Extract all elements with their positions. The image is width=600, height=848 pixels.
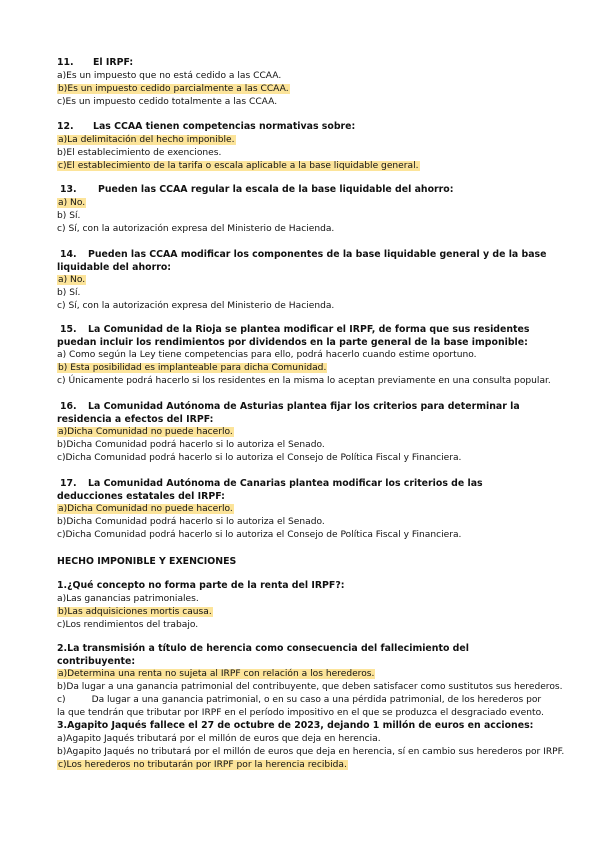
question-title: 16. La Comunidad Autónoma de Asturias plantea fijar los criterios para determinar la residencia a efectos del IRPF: [57,401,520,425]
question-s2-3 [57,720,565,772]
question-12 [57,121,547,173]
question-number: 14. [60,249,77,260]
option-c: c) Da lugar a una ganancia patrimonial, o en su caso a una pérdida patrimonial, de los herederos por la que tendrán que tributar por IRPF en el período impositivo en el que se produzca el desgraciado evento. [57,695,545,719]
section-title: HECHO IMPONIBLE Y EXENCIONES [57,556,237,567]
question-11 [57,57,547,109]
option-b: b)El establecimiento de exenciones. [57,147,222,158]
question-title: 17. La Comunidad Autónoma de Canarias plantea modificar los criterios de las deducciones estatales del IRPF: [57,478,483,502]
question-number: 2. [57,643,68,654]
option-c: c)Dicha Comunidad podrá hacerlo si lo autoriza el Consejo de Política Fiscal y Financiera. [57,530,462,541]
option-a: a)Las ganancias patrimoniales. [57,593,199,604]
option-a: a) Como según la Ley tiene competencias para ello, podrá hacerlo cuando estime oportuno. [57,350,477,361]
question-number: 3. [57,720,68,731]
question-title: 11. El IRPF: [57,57,134,68]
option-a-highlighted: a)La delimitación del hecho imponible. [58,134,235,145]
option-b-highlighted: b) Esta posibilidad es implanteable para dicha Comunidad. [58,363,327,374]
question-title: 15. La Comunidad de la Rioja se plantea modificar el IRPF, de forma que sus residentes puedan incluir los rendimientos por dividendos en la parte general de la base imponible: [57,324,530,348]
option-b: b) Sí. [57,288,81,299]
option-a-highlighted: a)Dicha Comunidad no puede hacerlo. [58,504,233,515]
option-a-highlighted: a) No. [58,197,86,208]
question-title: 12. Las CCAA tienen competencias normativas sobre: [57,121,356,132]
question-17 [57,478,547,542]
option-c: c)Es un impuesto cedido totalmente a las CCAA. [57,96,278,107]
option-c: c) Sí, con la autorización expresa del Ministerio de Hacienda. [57,301,335,312]
option-c-highlighted: c)Los herederos no tributarán por IRPF por la herencia recibida. [58,759,347,770]
question-15 [57,324,551,388]
option-b: b) Sí. [57,210,81,221]
option-b: b)Dicha Comunidad podrá hacerlo si lo autoriza el Senado. [57,517,325,528]
option-a-highlighted: a)Dicha Comunidad no puede hacerlo. [58,427,233,438]
option-b: b)Agapito Jaqués no tributará por el millón de euros que deja en herencia, sí en cambio sus herederos por IRPF. [57,746,565,757]
question-number: 12. [57,121,74,132]
question-title: 13. Pueden las CCAA regular la escala de la base liquidable del ahorro: [57,184,547,197]
question-number: 1. [57,580,68,591]
option-a: a)Es un impuesto que no está cedido a las CCAA. [57,70,282,81]
option-c-highlighted: c)El establecimiento de la tarifa o escala aplicable a la base liquidable general. [58,160,419,171]
option-a-highlighted: a) No. [58,275,86,286]
option-b: b)Dicha Comunidad podrá hacerlo si lo autoriza el Senado. [57,440,325,451]
option-b-highlighted: b)Las adquisiciones mortis causa. [58,606,212,617]
question-title: 14. Pueden las CCAA modificar los componentes de la base liquidable general y de la base liquidable del ahorro: [57,249,547,273]
question-number: 11. [57,57,74,68]
question-s2-1 [57,580,547,632]
option-c: c) Únicamente podrá hacerlo si los residentes en la misma lo aceptan previamente en una consulta popular. [57,376,551,387]
option-b-highlighted: b)Es un impuesto cedido parcialmente a las CCAA. [58,83,289,94]
option-a-highlighted: a)Determina una renta no sujeta al IRPF con relación a los herederos. [58,669,375,680]
question-title: 2.La transmisión a título de herencia como consecuencia del fallecimiento del contribuyente: [57,643,469,667]
question-number: 15. [60,324,77,335]
question-s2-2 [57,643,563,720]
question-16 [57,401,547,465]
question-title: 1.¿Qué concepto no forma parte de la renta del IRPF?: [57,580,345,591]
option-c: c)Dicha Comunidad podrá hacerlo si lo autoriza el Consejo de Política Fiscal y Financiera. [57,453,462,464]
option-c: c)Los rendimientos del trabajo. [57,619,199,630]
option-a: a)Agapito Jaqués tributará por el millón de euros que deja en herencia. [57,733,381,744]
option-c: c) Sí, con la autorización expresa del Ministerio de Hacienda. [57,223,335,234]
option-b: b)Da lugar a una ganancia patrimonial del contribuyente, que deben satisfacer como sustitutos sus herederos. [57,682,563,693]
question-14 [57,249,547,313]
question-title: 3.Agapito Jaqués fallece el 27 de octubre de 2023, dejando 1 millón de euros en acciones: [57,720,534,731]
question-number: 16. [60,401,77,412]
question-number: 17. [60,478,77,489]
question-number: 13. [60,184,77,195]
question-13 [57,184,547,236]
